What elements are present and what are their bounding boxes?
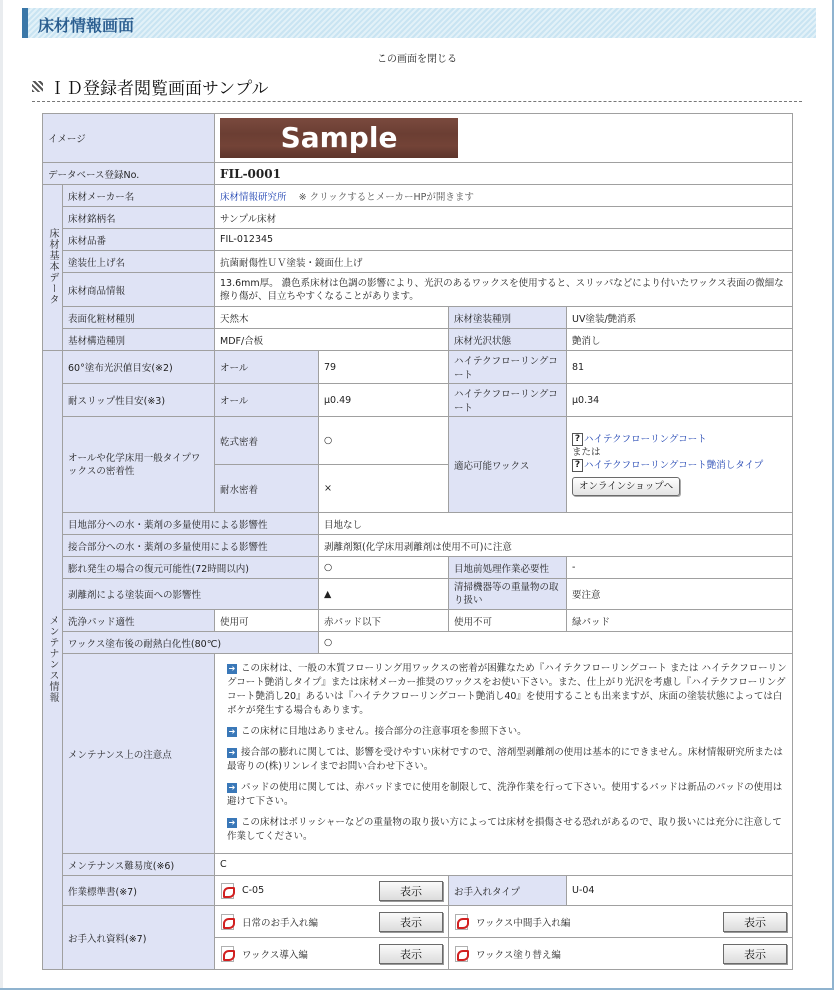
finish-label: 塗装仕上げ名 [63,251,215,273]
dry-adhesion-label: 乾式密着 [215,417,319,465]
arrow-bullet-icon: ➔ [228,818,236,827]
wax-label: 適応可能ワックス [449,417,567,513]
standard-view-button[interactable]: 表示 [379,881,443,901]
info-value: 13.6mm厚。 濃色系床材は色調の影響により、光沢のあるワックスを使用すると、スリッパなどにより付いたワックス表面の微細な擦り傷が、目立ちやすくなることがあります。 [215,273,793,307]
brand-value: サンプル床材 [215,207,793,229]
joint-effect-row [43,513,793,535]
image-label: イメージ [43,114,215,163]
note-item: ➔ この床材に目地はありません。接合部分の注意事項を参照下さい。 [228,726,527,737]
help-icon[interactable]: ? [572,459,583,472]
online-shop-button[interactable]: オンラインショップへ [572,477,680,496]
care-type-value: U-04 [567,876,793,906]
maker-link[interactable]: 床材情報研究所 [220,191,287,203]
page-heading-text: ＩＤ登録者閲覧画面サンプル [49,79,269,99]
stripper-value: ▲ [319,579,449,610]
material-cell [215,906,449,938]
header-bar [22,8,816,38]
water-adhesion-value: × [319,465,449,513]
base-label: 基材構造種別 [63,329,215,351]
floor-sample-image: Sample [220,118,458,158]
finish-value: 抗菌耐傷性ＵＶ塗装・鏡面仕上げ [215,251,793,273]
maker-note: ※ クリックするとメーカーHPが開きます [298,191,474,203]
maker-label: 床材メーカー名 [63,185,215,207]
arrow-bullet-icon: ➔ [228,748,236,757]
standard-cell [215,876,449,906]
joint-effect-label: 目地部分への水・薬剤の多量使用による影響性 [63,513,319,535]
material-view-button[interactable]: 表示 [723,912,787,932]
seam-effect-row [43,535,793,557]
heading-bullet-icon [32,81,43,92]
product-no-label: 床材品番 [63,229,215,251]
material-view-button[interactable]: 表示 [723,944,787,964]
material-cell [449,938,793,970]
note-item: ➔ 接合部の膨れに関しては、影響を受けやすい床材ですので、溶剤型剥離剤の使用は基本的にできません。床材情報研究所または最寄りの(株)リンレイまでお問い合わせ下さい。 [227,747,783,772]
care-type-label: お手入れタイプ [449,876,567,906]
base-value: MDF/合板 [215,329,449,351]
joint-prep-label: 目地前処理作業必要性 [449,557,567,579]
db-value [215,163,793,185]
wax-link-1[interactable]: ハイテクフローリングコート [584,434,707,445]
wax-cell [567,417,793,513]
image-cell [215,114,793,163]
swelling-value: ○ [319,557,449,579]
slip-b-value: μ0.34 [567,384,793,417]
product-no-row [43,229,793,251]
pad-label: 洗浄パッド適性 [63,610,215,632]
base-row [43,329,793,351]
standard-label: 作業標準書(※7) [63,876,215,906]
pdf-icon [454,946,468,962]
image-row [43,114,793,163]
pdf-icon [220,883,234,899]
gloss-a-value: 79 [319,351,449,384]
db-id: FIL-0001 [220,166,281,181]
standard-doc: C-05 [242,885,265,896]
floor-info-table [42,113,793,970]
material-name: 日常のお手入れ編 [242,917,319,929]
notes-cell [215,654,793,854]
difficulty-row [43,854,793,876]
finish-row [43,251,793,273]
left-border [0,0,3,990]
gloss-state-value: 艶消し [567,329,793,351]
header-title: 床材情報画面 [38,16,135,35]
db-row [43,163,793,185]
heavy-equip-value: 要注意 [567,579,793,610]
pdf-icon [220,914,234,930]
coating-type-value: UV塗装/艶消系 [567,307,793,329]
gloss-b-label: ハイテクフローリングコート [449,351,567,384]
arrow-bullet-icon: ➔ [228,727,236,736]
page-heading [32,74,268,98]
slip-a-value: μ0.49 [319,384,449,417]
materials-row-1 [43,906,793,938]
pad-ng-label: 使用不可 [449,610,567,632]
surface-value: 天然木 [215,307,449,329]
water-adhesion-label: 耐水密着 [215,465,319,513]
heat-label: ワックス塗布後の耐熱白化性(80℃) [63,632,319,654]
pad-row [43,610,793,632]
product-no-value: FIL-012345 [215,229,793,251]
heat-value: ○ [319,632,793,654]
maintenance-section-label: メンテナンス情報 [43,351,63,970]
maker-value [215,185,793,207]
gloss-row [43,351,793,384]
info-row [43,273,793,307]
seam-effect-value: 剥離剤類(化学床用剥離剤は使用不可)に注意 [319,535,793,557]
note-item: ➔ この床材はポリッシャーなどの重量物の取り扱い方によっては床材を損傷させる恐れがあるので、取り扱いには充分に注意して作業してください。 [227,817,782,842]
help-icon[interactable]: ? [572,433,583,446]
materials-label: お手入れ資料(※7) [63,906,215,970]
heavy-equip-label: 清掃機器等の重量物の取り扱い [449,579,567,610]
difficulty-label: メンテナンス難易度(※6) [63,854,215,876]
pad-ok-value: 赤パッド以下 [319,610,449,632]
material-name: ワックス塗り替え編 [476,949,561,961]
material-name: ワックス導入編 [242,949,308,961]
gloss-label: 60°塗布光沢値目安(※2) [63,351,215,384]
adhesion-label: オールや化学床用一般タイプワックスの密着性 [63,417,215,513]
brand-row [43,207,793,229]
material-cell [215,938,449,970]
difficulty-value: C [215,854,793,876]
dry-adhesion-value: ○ [319,417,449,465]
brand-label: 床材銘柄名 [63,207,215,229]
surface-row [43,307,793,329]
standard-row [43,876,793,906]
notes-label: メンテナンス上の注意点 [63,654,215,854]
note-item: ➔ パッドの使用に関しては、赤パッドまでに使用を制限して、洗浄作業を行って下さい。使用するパッドは新品のパッドの使用は避けて下さい。 [227,782,783,807]
material-view-button[interactable]: 表示 [379,912,443,932]
db-label: データベース登録No. [43,163,215,185]
slip-row [43,384,793,417]
swelling-row [43,557,793,579]
close-window-link[interactable]: この画面を閉じる [377,54,457,65]
joint-prep-value: - [567,557,793,579]
stripper-label: 剥離剤による塗装面への影響性 [63,579,319,610]
material-name: ワックス中間手入れ編 [476,917,571,929]
slip-label: 耐スリップ性目安(※3) [63,384,215,417]
dashed-divider [32,101,802,102]
slip-a-label: オール [215,384,319,417]
wax-or: または [572,447,601,458]
arrow-bullet-icon: ➔ [228,783,236,792]
info-label: 床材商品情報 [63,273,215,307]
material-cell [449,906,793,938]
pad-ok-label: 使用可 [215,610,319,632]
heat-row [43,632,793,654]
arrow-bullet-icon: ➔ [228,664,236,673]
maker-row [43,185,793,207]
pdf-icon [220,946,234,962]
surface-label: 表面化粧材種別 [63,307,215,329]
adhesion-dry-row [43,417,793,465]
swelling-label: 膨れ発生の場合の復元可能性(72時間以内) [63,557,319,579]
joint-effect-value: 目地なし [319,513,793,535]
slip-b-label: ハイテクフローリングコート [449,384,567,417]
pad-ng-value: 緑パッド [567,610,793,632]
basic-section-label: 床材基本データ [43,185,63,351]
material-view-button[interactable]: 表示 [379,944,443,964]
gloss-a-label: オール [215,351,319,384]
gloss-state-label: 床材光沢状態 [449,329,567,351]
pdf-icon [454,914,468,930]
note-item: ➔ この床材は、一般の木質フローリング用ワックスの密着が困難なため『ハイテクフローリングコート または ハイテクフローリングコート艶消しタイプ』または床材メーカー推奨のワックスをお使い下さい。また、仕上がり光沢を考慮し『ハイテクフローリングコート艶消し20』あるいは『ハイテクフローリングコート艶消し40』を使用することも出来ますが、床面の塗装状態によっては白ボケが発生する場合もあります。 [227,663,787,716]
seam-effect-label: 接合部分への水・薬剤の多量使用による影響性 [63,535,319,557]
coating-type-label: 床材塗装種別 [449,307,567,329]
stripper-row [43,579,793,610]
wax-link-2[interactable]: ハイテクフローリングコート艶消しタイプ [584,460,764,471]
notes-row [43,654,793,854]
gloss-b-value: 81 [567,351,793,384]
